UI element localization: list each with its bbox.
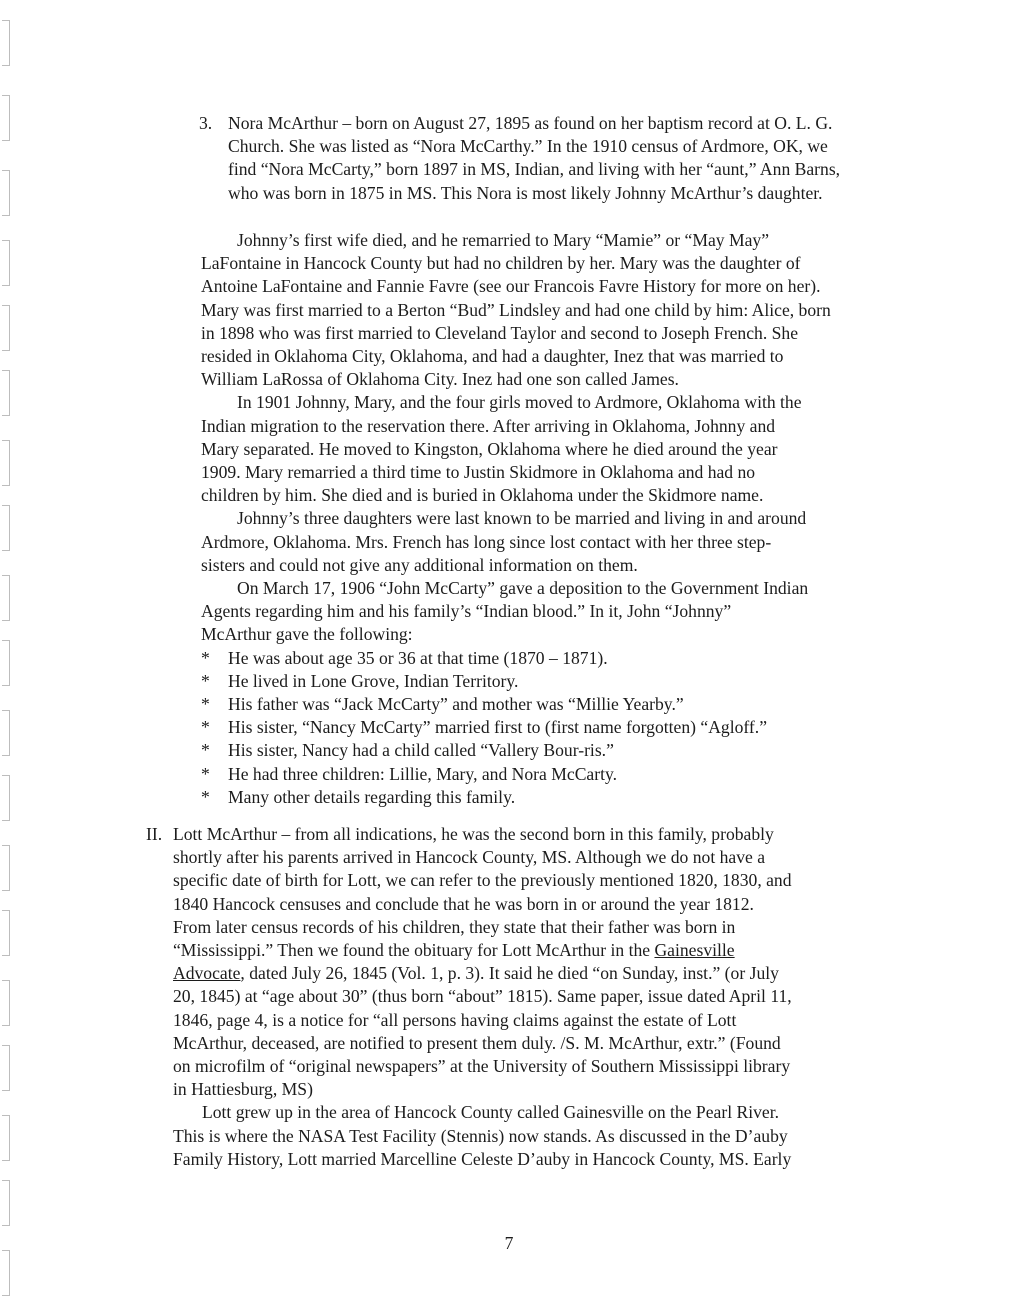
text-line: on microfilm of “original newspapers” at the University of Southern Mississippi library — [173, 1056, 791, 1077]
text-line: McArthur, deceased, are notified to present them duly. /S. M. McArthur, extr.” (Found — [173, 1032, 781, 1053]
paragraph-oklahoma-move — [201, 391, 961, 507]
text-line: resided in Oklahoma City, Oklahoma, and had a daughter, Inez that was married to — [201, 346, 784, 367]
text-line: Antoine LaFontaine and Fannie Favre (see our Francois Favre History for more on her). — [201, 276, 821, 297]
binding-mark — [2, 240, 10, 286]
bullet-asterisk: * — [201, 740, 210, 761]
bullet-asterisk: * — [201, 670, 210, 691]
page-number: 7 — [504, 1233, 514, 1253]
text-line: LaFontaine in Hancock County but had no children by her. Mary was the daughter of — [201, 253, 801, 274]
text-line — [173, 939, 973, 962]
text-line: in Hattiesburg, MS) — [173, 1079, 313, 1100]
binding-edge — [0, 0, 14, 1315]
bullet-asterisk: * — [201, 717, 210, 738]
text-line: Lott McArthur – from all indications, he was the second born in this family, probably — [173, 824, 774, 844]
binding-mark — [2, 575, 10, 621]
deposition-list — [201, 647, 961, 809]
list-item — [201, 670, 961, 693]
text-line: This is where the NASA Test Facility (Stennis) now stands. As discussed in the D’auby — [173, 1125, 788, 1146]
text-line: William LaRossa of Oklahoma City. Inez had one son called James. — [201, 369, 679, 390]
text-line: Family History, Lott married Marcelline Celeste D’auby in Hancock County, MS. Early — [173, 1148, 792, 1169]
newspaper-title: Gainesville — [654, 940, 735, 961]
bullet-asterisk: * — [201, 763, 210, 784]
text-line: On March 17, 1906 “John McCarty” gave a deposition to the Government Indian — [237, 578, 809, 599]
text-line: Church. She was listed as “Nora McCarthy.” In the 1910 census of Ardmore, OK, we — [228, 136, 828, 157]
text-line: shortly after his parents arrived in Hancock County, MS. Although we do not have a — [173, 847, 766, 868]
text-line: Mary separated. He moved to Kingston, Oklahoma where he died around the year — [201, 438, 778, 459]
list-item-text: He had three children: Lillie, Mary, and Nora McCarty. — [228, 763, 618, 784]
list-item — [201, 739, 961, 762]
text-line: 1846, page 4, is a notice for “all persons having claims against the estate of Lott — [173, 1009, 737, 1030]
binding-mark — [2, 1115, 10, 1161]
binding-mark — [2, 305, 10, 351]
list-item-text: He lived in Lone Grove, Indian Territory. — [228, 670, 519, 691]
section-lott-mcarthur — [173, 823, 973, 1171]
binding-mark — [2, 1180, 10, 1226]
johnny-body — [201, 229, 961, 809]
newspaper-title: Advocate — [173, 963, 241, 984]
text-line: Mary was first married to a Berton “Bud” Lindsley and had one child by him: Alice, born — [201, 299, 831, 320]
text-line: in 1898 who was first married to Cleveland Taylor and second to Joseph French. She — [201, 322, 799, 343]
binding-mark — [2, 845, 10, 891]
text-line: children by him. She died and is buried in Oklahoma under the Skidmore name. — [201, 485, 764, 506]
binding-mark — [2, 1250, 10, 1296]
text-line: find “Nora McCarty,” born 1897 in MS, Indian, and living with her “aunt,” Ann Barns, — [228, 159, 841, 180]
text-line: 1909. Mary remarried a third time to Justin Skidmore in Oklahoma and had no — [201, 462, 756, 483]
binding-mark — [2, 95, 10, 141]
text-line: sisters and could not give any additional information on them. — [201, 554, 638, 575]
binding-mark — [2, 980, 10, 1026]
list-item — [201, 786, 961, 809]
binding-mark — [2, 710, 10, 756]
text-line: Lott grew up in the area of Hancock County called Gainesville on the Pearl River. — [202, 1102, 779, 1123]
text-line: Johnny’s three daughters were last known to be married and living in and around — [237, 508, 807, 529]
text-line — [173, 962, 973, 985]
paragraph-daughters — [201, 507, 961, 577]
bullet-asterisk: * — [201, 786, 210, 807]
text-line: who was born in 1875 in MS. This Nora is most likely Johnny McArthur’s daughter. — [228, 182, 823, 203]
list-item — [201, 693, 961, 716]
text-line: In 1901 Johnny, Mary, and the four girls moved to Ardmore, Oklahoma with the — [237, 392, 802, 413]
bullet-asterisk: * — [201, 694, 210, 715]
bullet-asterisk: * — [201, 647, 210, 668]
item-number: 3. — [199, 113, 213, 133]
binding-mark — [2, 170, 10, 216]
binding-mark — [2, 370, 10, 416]
text-line: Nora McArthur – born on August 27, 1895 as found on her baptism record at O. L. G. — [228, 113, 833, 133]
binding-mark — [2, 1045, 10, 1091]
section-numeral: II. — [146, 824, 163, 844]
list-item-text: His sister, Nancy had a child called “Vallery Bour-ris.” — [228, 740, 614, 761]
binding-mark — [2, 775, 10, 821]
list-item — [201, 647, 961, 670]
text-line: Indian migration to the reservation there. After arriving in Oklahoma, Johnny and — [201, 415, 776, 436]
text-fragment: “Mississippi.” Then we found the obituary for Lott McArthur in the — [173, 940, 655, 961]
list-item-text: Many other details regarding this family. — [228, 786, 516, 807]
text-line: Agents regarding him and his family’s “Indian blood.” In it, John “Johnny” — [201, 601, 732, 622]
text-line: 20, 1845) at “age about 30” (thus born “about” 1815). Same paper, issue dated April 11, — [173, 986, 792, 1007]
list-item-text: His sister, “Nancy McCarty” married first to (first name forgotten) “Agloff.” — [228, 717, 767, 738]
binding-mark — [2, 440, 10, 486]
text-line: Ardmore, Oklahoma. Mrs. French has long since lost contact with her three step- — [201, 531, 772, 552]
paragraph-second-marriage — [201, 229, 961, 391]
binding-mark — [2, 20, 10, 66]
list-item — [201, 716, 961, 739]
paragraph-deposition — [201, 577, 961, 647]
list-item-text: He was about age 35 or 36 at that time (1870 – 1871). — [228, 647, 608, 668]
text-fragment: , dated July 26, 1845 (Vol. 1, p. 3). It said he died “on Sunday, inst.” (or July — [240, 963, 779, 984]
list-item-text: His father was “Jack McCarty” and mother was “Millie Yearby.” — [228, 694, 684, 715]
text-line: From later census records of his children, they state that their father was born in — [173, 916, 736, 937]
binding-mark — [2, 910, 10, 956]
text-line: McArthur gave the following: — [201, 624, 413, 645]
list-item — [201, 763, 961, 786]
text-line: 1840 Hancock censuses and conclude that he was born in or around the year 1812. — [173, 893, 754, 914]
binding-mark — [2, 640, 10, 686]
text-line: Johnny’s first wife died, and he remarried to Mary “Mamie” or “May May” — [237, 230, 770, 250]
binding-mark — [2, 505, 10, 551]
item-3-text — [201, 112, 988, 205]
text-line: specific date of birth for Lott, we can refer to the previously mentioned 1820, 1830, and — [173, 870, 792, 891]
